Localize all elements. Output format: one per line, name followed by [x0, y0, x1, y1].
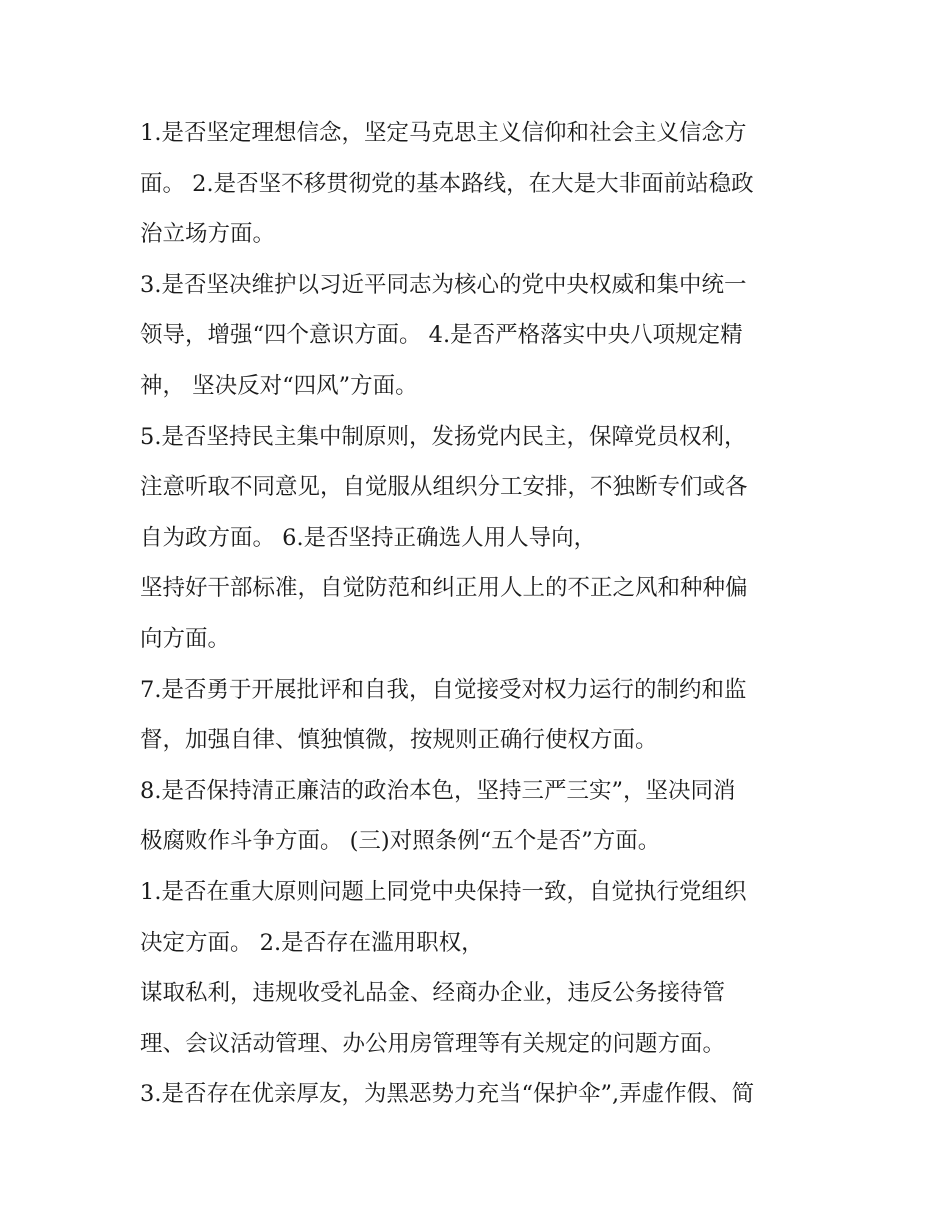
text-line: 8.是否保持清正廉洁的政治本色，坚持三严三实”，坚决同消: [140, 777, 736, 804]
text-line: 治立场方面。: [140, 221, 276, 248]
text-line: 领导，增强“四个意识方面。 4.是否严格落实中央八项规定精: [140, 322, 743, 349]
text-line: 3.是否存在优亲厚友，为黑恶势力充当“保护伞”,弄虚作假、简: [140, 1081, 755, 1108]
text-line: 理、会议活动管理、办公用房管理等有关规定的问题方面。: [140, 1030, 726, 1057]
text-line: 督，加强自律、慎独慎微，按规则正确行使权方面。: [140, 727, 658, 754]
text-line: 坚持好干部标准，自觉防范和纠正用人上的不正之风和种种偏: [140, 575, 748, 602]
text-line: 决定方面。 2.是否存在滥用职权，: [140, 929, 484, 956]
text-line: 神， 坚决反对“四风”方面。: [140, 372, 418, 399]
text-line: 自为政方面。 6.是否坚持正确选人用人导向，: [140, 524, 597, 551]
text-line: 3.是否坚决维护以习近平同志为核心的党中央权威和集中统一: [140, 271, 747, 298]
text-line: 注意听取不同意见，自觉服从组织分工安排，不独断专们或各: [140, 474, 748, 501]
text-line: 1.是否坚定理想信念，坚定马克思主义信仰和社会主义信念方: [140, 120, 747, 146]
text-line: 向方面。: [140, 625, 231, 652]
text-line: 7.是否勇于开展批评和自我，自觉接受对权力运行的制约和监: [140, 676, 747, 703]
text-line: 极腐败作斗争方面。 (三)对照条例“五个是否”方面。: [140, 828, 661, 855]
document-body: [140, 108, 820, 1120]
text-line: 1.是否在重大原则问题上同党中央保持一致，自觉执行党组织: [140, 878, 747, 905]
text-line: 5.是否坚持民主集中制原则，发扬党内民主，保障党员权利，: [140, 423, 747, 450]
text-line: 谋取私利，违规收受礼品金、经商办企业，违反公务接待管: [140, 980, 726, 1007]
text-line: 面。 2.是否坚不移贯彻党的基本路线，在大是大非面前站稳政: [140, 170, 754, 197]
